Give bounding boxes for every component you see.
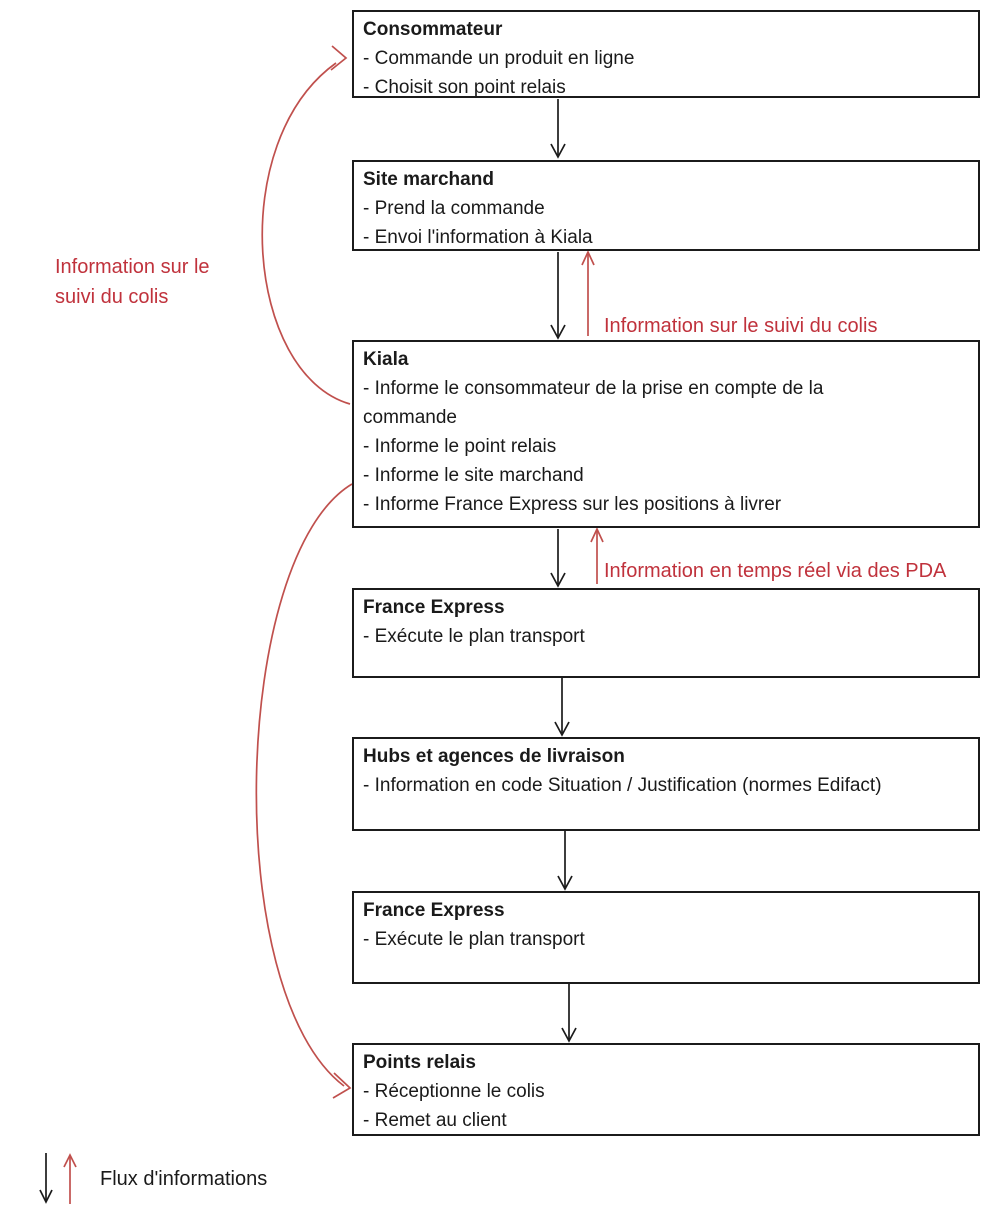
box-title: Consommateur [363,19,503,40]
box-title: Hubs et agences de livraison [363,746,625,767]
annotation-line: Information sur le [55,256,210,278]
process-box-france-express-1 [352,588,980,678]
annotation-tracking-to-merchant: Information sur le suivi du colis [604,315,878,337]
process-box-site-marchand [352,160,980,251]
box-line: - Envoi l'information à Kiala [363,227,593,248]
box-line: - Remet au client [363,1110,507,1131]
process-box-hubs-agences [352,737,980,831]
flow-arrow-hubs-to-france-express2 [558,831,572,889]
process-box-consommateur [352,10,980,98]
legend-arrows [36,1150,84,1208]
flow-arrow-france-express2-to-points-relais [562,984,576,1041]
box-title: France Express [363,900,505,921]
flow-arrow-france-express-to-hubs [555,678,569,735]
box-line: - Exécute le plan transport [363,626,585,647]
box-line: - Exécute le plan transport [363,929,585,950]
process-box-france-express-2 [352,891,980,984]
annotation-line: suivi du colis [55,286,169,308]
info-arrow-france-express-to-kiala [591,529,603,584]
box-title: Points relais [363,1052,476,1073]
annotation-pda-realtime: Information en temps réel via des PDA [604,560,947,582]
box-line: - Informe le consommateur de la prise en compte de la [363,378,824,399]
box-line: - Commande un produit en ligne [363,48,635,69]
flow-arrow-site-to-kiala [551,252,565,338]
box-line: - Réceptionne le colis [363,1081,545,1102]
box-title: Kiala [363,349,409,370]
info-curve-kiala-to-points-relais [256,484,352,1098]
info-curve-kiala-to-consommateur [262,46,350,404]
box-line: commande [363,407,457,428]
flow-arrow-consommateur-to-site [551,99,565,157]
flow-arrow-kiala-to-france-express [551,529,565,586]
box-line: - Choisit son point relais [363,77,566,98]
process-box-points-relais [352,1043,980,1136]
box-line: - Informe le site marchand [363,465,584,486]
process-box-kiala [352,340,980,528]
box-line: - Prend la commande [363,198,545,219]
legend-black-down-arrow-icon [40,1153,52,1202]
box-line: - Informe France Express sur les positions à livrer [363,494,782,515]
box-line: - Informe le point relais [363,436,557,457]
legend [36,1150,267,1208]
info-arrow-kiala-to-site [582,252,594,336]
legend-label: Flux d'informations [100,1167,268,1190]
annotation-tracking-left [55,252,265,312]
box-title: Site marchand [363,169,494,190]
legend-red-up-arrow-icon [64,1155,76,1204]
box-line: - Information en code Situation / Justification (normes Edifact) [363,775,882,796]
box-title: France Express [363,597,505,618]
